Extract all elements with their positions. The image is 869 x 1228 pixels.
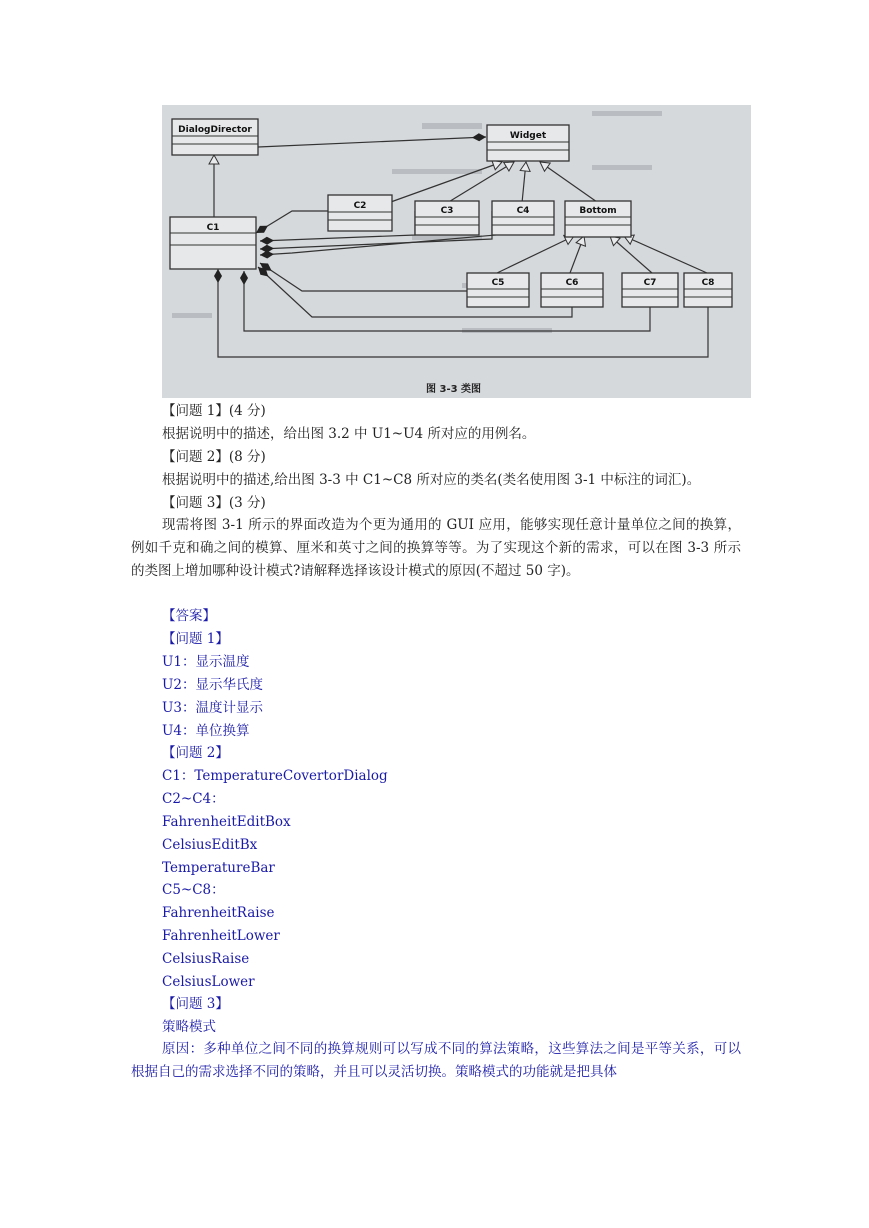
q3-text: 现需将图 3-1 所示的界面改造为个更为通用的 GUI 应用，能够实现任意计量单位之间的换算，例如千克和确之间的模算、厘米和英寸之间的换算等等。为了实现这个新的需求，可以在图 3-3 所示的类图上增加哪种设计模式?请解释选择该设计模式的原因(不超过 50 字)。	[131, 517, 741, 579]
class-c4	[492, 201, 554, 235]
answer-q1-item: U3：温度计显示	[162, 700, 263, 716]
class-c6	[541, 273, 603, 307]
answer-q1-item: U4：单位换算	[162, 723, 250, 739]
class-diagram-figure	[162, 105, 751, 398]
answer-q2-class: CelsiusRaise	[162, 951, 250, 967]
answer-q2-c5c8-label: C5~C8：	[162, 882, 225, 898]
answer-q1-title: 【问题 1】	[162, 631, 229, 647]
q3-title: 【问题 3】(3 分)	[162, 495, 266, 511]
q1-title: 【问题 1】(4 分)	[162, 403, 266, 419]
c5-label: C5	[491, 278, 505, 288]
answer-q2-class: FahrenheitRaise	[162, 905, 275, 921]
q2-text: 根据说明中的描述,给出图 3-3 中 C1~C8 所对应的类名(类名使用图 3-1 中标注的词汇)。	[162, 472, 701, 488]
q1-text: 根据说明中的描述，给出图 3.2 中 U1~U4 所对应的用例名。	[162, 426, 536, 442]
c3-label: C3	[440, 206, 454, 216]
class-bottom	[565, 201, 631, 237]
answer-q2-class: FahrenheitLower	[162, 928, 280, 944]
answer-q2-class: FahrenheitEditBox	[162, 814, 291, 830]
answer-q2-c2c4-label: C2~C4：	[162, 791, 225, 807]
class-c3	[415, 201, 479, 235]
answer-q3-pattern: 策略模式	[162, 1019, 216, 1035]
answer-q1-item: U2：显示华氏度	[162, 677, 263, 693]
c7-label: C7	[643, 278, 657, 288]
class-c7	[622, 273, 678, 307]
c6-label: C6	[565, 278, 579, 288]
answer-q3-reason: 原因：多种单位之间不同的换算规则可以写成不同的算法策略，这些算法之间是平等关系，可以根据自己的需求选择不同的策略，并且可以灵活切换。策略模式的功能就是把具体	[131, 1041, 741, 1080]
bottom-label: Bottom	[579, 206, 617, 216]
figure-caption: 图 3-3 类图	[426, 384, 482, 395]
c8-label: C8	[701, 278, 715, 288]
c2-label: C2	[353, 201, 367, 211]
c1-label: C1	[206, 223, 220, 233]
answer-q2-class: TemperatureBar	[162, 860, 275, 876]
class-c5	[467, 273, 529, 307]
class-widget	[487, 125, 569, 161]
class-c2	[328, 195, 392, 231]
answer-q2-class: CelsiusEditBx	[162, 837, 258, 853]
answer-header: 【答案】	[162, 608, 216, 624]
dialog-director-label: DialogDirector	[178, 125, 252, 135]
answer-q2-class: CelsiusLower	[162, 974, 255, 990]
c4-label: C4	[516, 206, 530, 216]
class-diagram	[162, 105, 751, 398]
answer-q2-title: 【问题 2】	[162, 745, 229, 761]
class-c1	[170, 217, 256, 269]
answer-q3-title: 【问题 3】	[162, 996, 229, 1012]
class-dialog-director	[172, 119, 258, 155]
class-c8	[684, 273, 732, 307]
answer-q2-c1: C1：TemperatureCovertorDialog	[162, 768, 388, 784]
q2-title: 【问题 2】(8 分)	[162, 449, 266, 465]
answer-q1-item: U1：显示温度	[162, 654, 250, 670]
widget-label: Widget	[509, 131, 547, 141]
